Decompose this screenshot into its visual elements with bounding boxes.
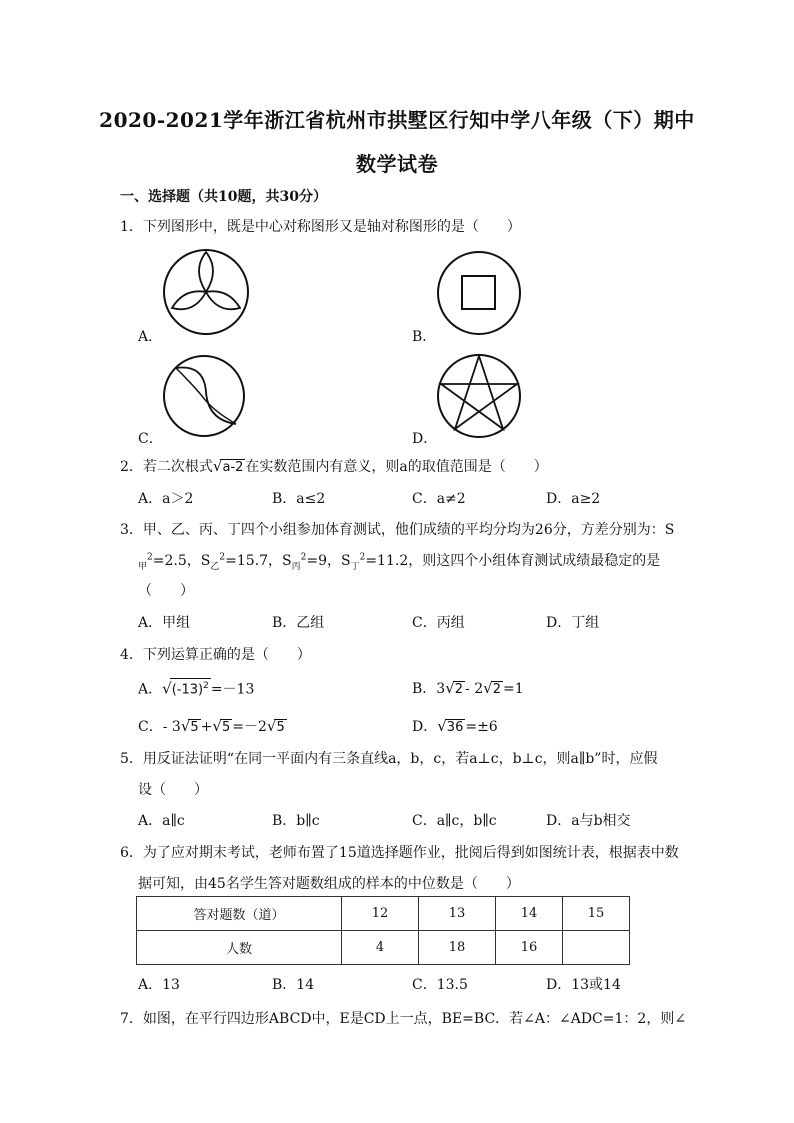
text: =15.7，S [225, 553, 292, 569]
radicand-base: (-13) [171, 682, 204, 698]
sqrt-sign: √ [437, 717, 447, 735]
superscript: 2 [147, 552, 153, 563]
sqrt-sign: √ [445, 679, 455, 697]
subscript: 甲 [138, 561, 148, 572]
exponent: 2 [203, 681, 209, 691]
radicand: 2 [492, 682, 501, 697]
q6-option-b: B．14 [272, 977, 315, 993]
q3-line1: 3．甲、乙、丙、丁四个小组参加体育测试，他们成绩的平均分均为26分，方差分别为：S [120, 522, 675, 538]
q6-option-d: D．13或14 [546, 977, 621, 993]
figure-a-trefoil-circle [162, 248, 250, 336]
table-cell: 答对题数（道） [137, 897, 342, 931]
sqrt-sign: √ [180, 717, 191, 735]
radicand: 5 [276, 720, 285, 735]
figure-b-square-in-circle [436, 250, 522, 336]
option-label: B．3 [412, 681, 446, 697]
q2-stem-pre: 2．若二次根式 [120, 459, 213, 475]
q2-stem [120, 456, 548, 476]
radicand: 5 [221, 720, 231, 735]
q3-option-a: A．甲组 [138, 615, 191, 631]
radicand: 5 [190, 720, 199, 735]
exam-title-line2: 数学试卷 [356, 152, 438, 176]
q3-line3: （ ） [138, 583, 194, 599]
q5-option-d: D．a与b相交 [546, 813, 631, 829]
q4-option-a [138, 678, 254, 698]
superscript: 2 [219, 552, 226, 563]
table-cell: 14 [496, 897, 563, 931]
q5-option-b: B．b∥c [272, 813, 320, 829]
option-rest: =1 [502, 681, 524, 697]
q2-option-d: D．a≥2 [546, 491, 601, 507]
sqrt-sign: √ [266, 717, 277, 735]
q1-label-b: B． [412, 329, 437, 345]
table-cell: 12 [342, 897, 419, 931]
q5-line2: 设（ ） [138, 782, 208, 798]
figure-c-s-curve-circle [162, 354, 246, 438]
option-label: A． [138, 681, 163, 698]
superscript: 2 [359, 552, 366, 563]
table-header-row [137, 897, 630, 931]
subscript: 丁 [350, 561, 360, 572]
q7-line1: 7．如图，在平行四边形ABCD中，E是CD上一点，BE=BC．若∠A：∠ADC=1：2，则∠ [120, 1011, 687, 1027]
q1-stem: 1．下列图形中，既是中心对称图形又是轴对称图形的是（ ） [120, 219, 521, 235]
table-cell: 4 [342, 931, 419, 965]
q6-line2: 据可知，由45名学生答对题数组成的样本的中位数是（ ） [138, 876, 520, 892]
option-rest: =－13 [210, 681, 255, 698]
q1-label-a: A． [138, 329, 163, 345]
sqrt-sign: √ [212, 717, 222, 735]
q2-option-c: C．a≠2 [412, 491, 466, 507]
text: =9，S [306, 553, 351, 569]
table-row [137, 931, 630, 965]
q1-label-c: C． [138, 431, 163, 447]
exam-title-line1: 2020-2021学年浙江省杭州市拱墅区行知中学八年级（下）期中 [99, 108, 695, 132]
option-rest: =±6 [465, 719, 498, 735]
table-cell: 15 [563, 897, 630, 931]
sqrt-sign: √ [162, 679, 172, 698]
q3-line2 [138, 550, 660, 572]
superscript: 2 [300, 552, 307, 563]
subscript: 丙 [291, 561, 301, 572]
radicand: 36 [446, 720, 464, 735]
q6-option-c: C．13.5 [412, 977, 468, 993]
section-heading: 一、选择题（共10题，共30分） [120, 189, 327, 205]
q4-option-b [412, 678, 524, 698]
option-label: D． [412, 719, 438, 735]
answer-count-table [136, 896, 630, 965]
q4-option-c [138, 716, 287, 736]
text: =11.2，则这四个小组体育测试成绩最稳定的是 [365, 553, 661, 569]
text: =2.5，S [152, 553, 211, 569]
q2-option-b: B．a≤2 [272, 491, 326, 507]
table-cell: 16 [496, 931, 563, 965]
q4-stem: 4．下列运算正确的是（ ） [120, 647, 311, 663]
option-label: C．- 3 [138, 719, 181, 735]
q3-option-c: C．丙组 [412, 615, 465, 631]
table-cell [563, 931, 630, 965]
q3-option-b: B．乙组 [272, 615, 325, 631]
operator: + [200, 719, 213, 735]
q5-option-a: A．a∥c [138, 813, 185, 829]
table-cell: 13 [419, 897, 496, 931]
q4-option-d [412, 716, 498, 736]
q6-line1: 6．为了应对期末考试，老师布置了15道选择题作业，批阅后得到如图统计表，根据表中数 [120, 845, 679, 861]
sqrt-sign: √ [212, 457, 223, 475]
q6-option-a: A．13 [138, 977, 180, 993]
subscript: 乙 [210, 561, 220, 572]
sqrt-sign: √ [483, 679, 493, 697]
q2-radicand: a-2 [222, 460, 244, 475]
table-cell: 人数 [137, 931, 342, 965]
q3-option-d: D．丁组 [546, 615, 600, 631]
operator: =－2 [232, 719, 267, 735]
q2-stem-post: 在实数范围内有意义，则a的取值范围是（ ） [245, 459, 548, 475]
radicand: 2 [454, 682, 464, 697]
operator: - 2 [465, 681, 484, 697]
figure-d-pentagram-circle [436, 353, 522, 439]
q1-label-d: D． [412, 431, 438, 447]
table-cell: 18 [419, 931, 496, 965]
q2-option-a: A．a＞2 [138, 491, 194, 507]
radicand [170, 678, 211, 697]
q5-line1: 5．用反证法证明“在同一平面内有三条直线a，b，c，若a⊥c，b⊥c，则a∥b”时，应假 [120, 751, 658, 767]
q5-option-c: C．a∥c，b∥c [412, 813, 497, 829]
